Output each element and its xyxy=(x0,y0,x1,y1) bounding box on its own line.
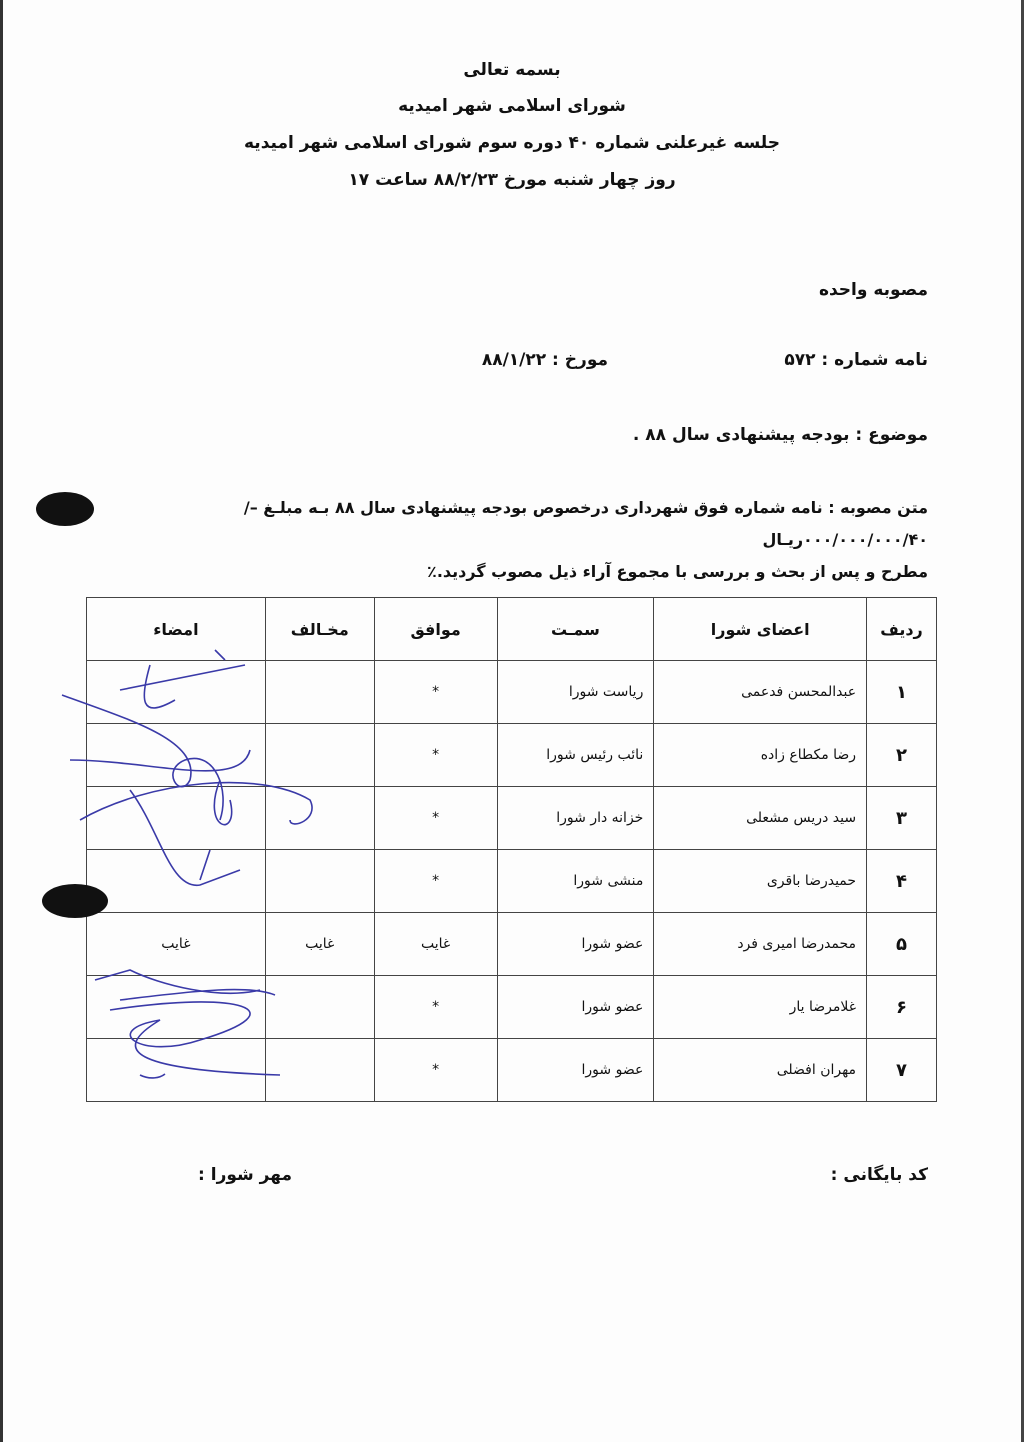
table-row xyxy=(87,787,937,850)
header-role: سمـت xyxy=(497,598,654,661)
header-disagree: مخـالف xyxy=(265,598,374,661)
table-row xyxy=(87,976,937,1039)
member-role: عضو شورا xyxy=(497,1039,654,1102)
member-role: خزانه دار شورا xyxy=(497,787,654,850)
archive-code-label: کد بایگانی : xyxy=(830,1165,928,1185)
agree-vote: * xyxy=(374,661,497,724)
signature-cell xyxy=(87,724,266,787)
letter-date: مورخ : ۸۸/۱/۲۲ xyxy=(481,350,608,370)
ink-blot xyxy=(36,492,94,526)
member-name: غلامرضا یار xyxy=(654,976,867,1039)
signature-cell xyxy=(87,661,266,724)
row-number: ۶ xyxy=(867,976,937,1039)
member-role: منشی شورا xyxy=(497,850,654,913)
disagree-vote: غایب xyxy=(265,913,374,976)
heading-line-2: شورای اسلامی شهر امیدیه xyxy=(398,96,626,116)
disagree-vote xyxy=(265,661,374,724)
member-name: سید دریس مشعلی xyxy=(654,787,867,850)
row-number: ۵ xyxy=(867,913,937,976)
letter-number: نامه شماره : ۵۷۲ xyxy=(784,350,928,370)
agree-vote: * xyxy=(374,976,497,1039)
agree-vote: * xyxy=(374,850,497,913)
signature-cell xyxy=(87,1039,266,1102)
resolution-title: مصوبه واحده xyxy=(818,280,928,300)
agree-vote: * xyxy=(374,724,497,787)
member-name: حمیدرضا باقری xyxy=(654,850,867,913)
member-name: محمدرضا امیری فرد xyxy=(654,913,867,976)
table-row xyxy=(87,913,937,976)
member-role: ریاست شورا xyxy=(497,661,654,724)
resolution-body xyxy=(102,492,928,588)
header-agree: موافق xyxy=(374,598,497,661)
member-role: نائب رئیس شورا xyxy=(497,724,654,787)
body-line-2: مطرح و پس از بحث و بررسی با مجموع آراء ذیل مصوب گردید.٪ xyxy=(427,562,928,581)
member-name: رضا مکطاع زاده xyxy=(654,724,867,787)
member-role: عضو شورا xyxy=(497,913,654,976)
row-number: ۲ xyxy=(867,724,937,787)
agree-vote: * xyxy=(374,1039,497,1102)
row-number: ۱ xyxy=(867,661,937,724)
row-number: ۴ xyxy=(867,850,937,913)
disagree-vote xyxy=(265,1039,374,1102)
disagree-vote xyxy=(265,787,374,850)
signature-cell xyxy=(87,850,266,913)
member-role: عضو شورا xyxy=(497,976,654,1039)
heading-line-3: جلسه غیرعلنی شماره ۴۰ دوره سوم شورای اسلامی شهر امیدیه xyxy=(244,133,780,153)
body-line-1: متن مصوبه : نامه شماره فوق شهرداری درخصوص بودجه پیشنهادی سال ۸۸ بـه مبلـغ –/۰۰۰/۰۰۰/۰۰۰/۴۰ریـال xyxy=(243,498,928,549)
member-name: مهران افضلی xyxy=(654,1039,867,1102)
table-row xyxy=(87,724,937,787)
header-members: اعضای شورا xyxy=(654,598,867,661)
disagree-vote xyxy=(265,724,374,787)
disagree-vote xyxy=(265,850,374,913)
signature-cell: غایب xyxy=(87,913,266,976)
council-seal-label: مهر شورا : xyxy=(198,1165,292,1185)
disagree-vote xyxy=(265,976,374,1039)
header-signature: امضاء xyxy=(87,598,266,661)
table-header-row xyxy=(87,598,937,661)
heading-line-1: بسمه تعالی xyxy=(463,60,561,80)
scan-edge xyxy=(0,0,3,1442)
row-number: ۳ xyxy=(867,787,937,850)
table-row xyxy=(87,661,937,724)
subject: موضوع : بودجه پیشنهادی سال ۸۸ . xyxy=(632,425,928,445)
votes-table xyxy=(86,597,937,1102)
signature-cell xyxy=(87,787,266,850)
agree-vote: * xyxy=(374,787,497,850)
member-name: عبدالمحسن فدعمی xyxy=(654,661,867,724)
heading-line-4: روز چهار شنبه مورخ ۸۸/۲/۲۳ ساعت ۱۷ xyxy=(348,170,676,190)
table-row xyxy=(87,1039,937,1102)
ink-blot xyxy=(42,884,108,918)
table-row xyxy=(87,850,937,913)
header-row-number: ردیف xyxy=(867,598,937,661)
signature-cell xyxy=(87,976,266,1039)
agree-vote: غایب xyxy=(374,913,497,976)
row-number: ۷ xyxy=(867,1039,937,1102)
